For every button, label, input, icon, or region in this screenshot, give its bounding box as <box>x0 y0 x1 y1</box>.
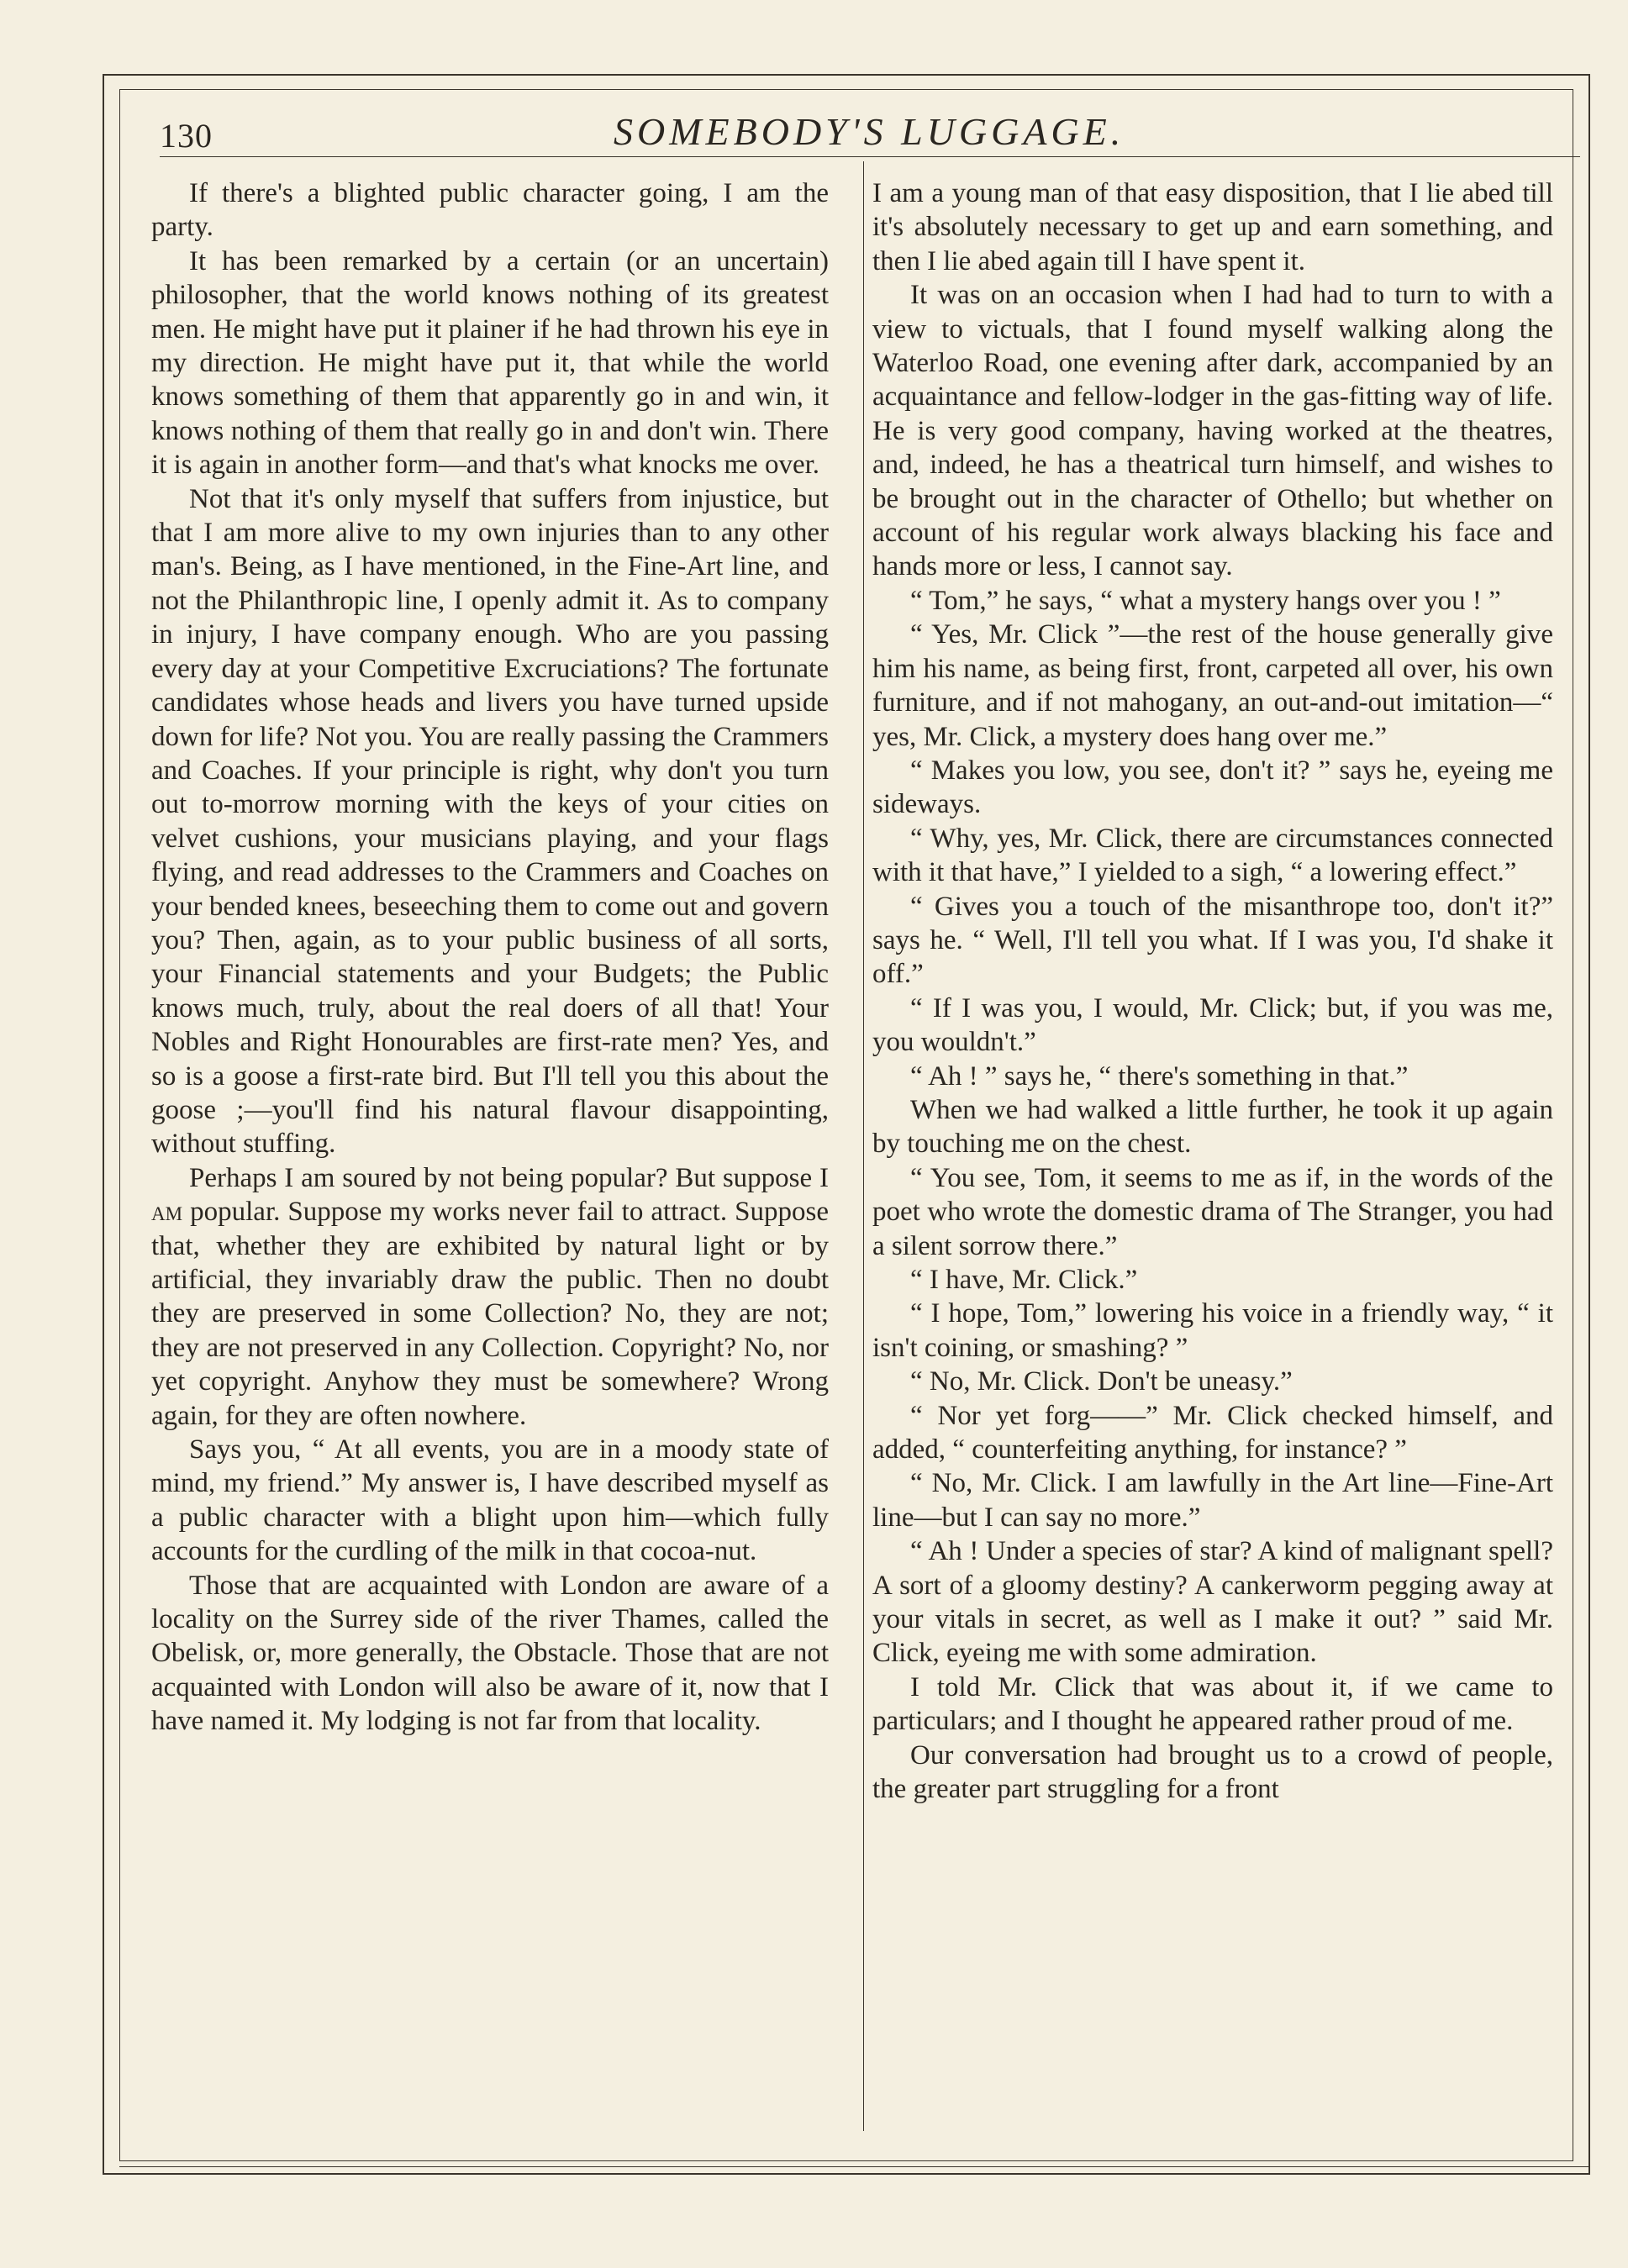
paragraph: “ I hope, Tom,” lowering his voice in a friendly way, “ it isn't coining, or smashing? ” <box>872 1298 1553 1363</box>
paragraph: “ Why, yes, Mr. Click, there are circumstances connected with it that have,” I yielded to a sigh, “ a lowering effect.” <box>872 823 1553 888</box>
paragraph: When we had walked a little further, he took it up again by touching me on the chest. <box>872 1094 1553 1160</box>
paragraph: “ Makes you low, you see, don't it? ” says he, eyeing me sideways. <box>872 755 1553 820</box>
paragraph: “ Nor yet forg——” Mr. Click checked himself, and added, “ counterfeiting anything, for instance? ” <box>872 1400 1553 1466</box>
paragraph: “ If I was you, I would, Mr. Click; but, if you was me, you wouldn't.” <box>872 992 1553 1058</box>
paragraph: “ You see, Tom, it seems to me as if, in the words of the poet who wrote the domestic drama of The Stranger, you had a silent sorrow there.” <box>872 1162 1553 1261</box>
column-divider <box>863 161 864 2131</box>
paragraph: Not that it's only myself that suffers from injustice, but that I am more alive to my own injuries than to any other man's. Being, as I have mentioned, in the Fine-Art line, and not the Philanthropic line, I openly admit it. As to company in injury, I have company enough. Who are you passing every day at your Competitive Excruciations? The fortunate candidates whose heads and livers you have turned upside down for life? Not you. You are really passing the Crammers and Coaches. If your principle is right, why don't you turn out to-morrow morning with the keys of your cities on velvet cushions, your musicians playing, and your flags flying, and read addresses to the Crammers and Coaches on your bended knees, beseeching them to come out and govern you? Then, again, as to your public business of all sorts, your Financial statements and your Budgets; the Public knows much, truly, about the real doers of all that! Your Nobles and Right Honourables are first-rate men? Yes, and so is a goose a first-rate bird. But I'll tell you this about the goose ;—you'll find his natural flavour disappointing, without stuffing. <box>151 483 829 1160</box>
paragraph: “ Tom,” he says, “ what a mystery hangs over you ! ” <box>910 585 1501 616</box>
page-number: 130 <box>160 117 213 155</box>
paragraph: “ Ah ! ” says he, “ there's something in that.” <box>910 1060 1409 1092</box>
paragraph: It has been remarked by a certain (or an uncertain) philosopher, that the world knows nothing of its greatest men. He might have put it plainer if he had thrown his eye in my direction. He might have put it, that while the world knows something of them that apparently go in and win, it knows nothing of them that really go in and don't win. There it is again in another form—and that's what knocks me over. <box>151 245 829 481</box>
text-run: popular. Suppose my works never fail to attract. Suppose that, whether they are exhibited by natural light or by artificial, they invariably draw the public. Then no doubt they are preserved in some Collection? No, they are not; they are not preserved in any Collection. Copyright? No, nor yet copyright. Anyhow they must be somewhere? Wrong again, for they are often nowhere. <box>151 1197 829 1431</box>
header-rule <box>160 156 1580 157</box>
paragraph: “ I have, Mr. Click.” <box>910 1265 1138 1295</box>
paragraph: “ Gives you a touch of the misanthrope too, don't it?” says he. “ Well, I'll tell you what. If I was you, I'd shake it off.” <box>872 891 1553 990</box>
right-column <box>872 176 1553 2143</box>
paragraph: “ No, Mr. Click. Don't be uneasy.” <box>910 1366 1293 1397</box>
bottom-rule <box>119 2166 1590 2167</box>
running-head <box>160 108 1580 158</box>
paragraph: Says you, “ At all events, you are in a moody state of mind, my friend.” My answer is, I have described myself as a public character with a blight upon him—which fully accounts for the curdling of the milk in that cocoa-nut. <box>151 1434 829 1567</box>
paragraph: Those that are acquainted with London are aware of a locality on the Surrey side of the river Thames, called the Obelisk, or, more generally, the Obstacle. Those that are not acquainted with London will also be aware of it, now that I have named it. My lodging is not far from that locality. <box>151 1570 829 1737</box>
paragraph: It was on an occasion when I had had to turn to with a view to victuals, that I found myself walking along the Waterloo Road, one evening after dark, accompanied by an acquaintance and fellow-lodger in the gas-fitting way of life. He is very good company, having worked at the theatres, and, indeed, he has a theatrical turn himself, and wishes to be brought out in the character of Othello; but whether on account of his regular work always blacking his face and hands more or less, I cannot say. <box>872 280 1553 582</box>
paragraph: Our conversation had brought us to a crowd of people, the greater part struggling for a front <box>872 1739 1553 1805</box>
paragraph: I am a young man of that easy disposition, that I lie abed till it's absolutely necessary to get up and earn something, and then I lie abed again till I have spent it. <box>872 178 1553 276</box>
paragraph: I told Mr. Click that was about it, if we came to particulars; and I thought he appeared rather proud of me. <box>872 1671 1553 1737</box>
paragraph: “ Ah ! Under a species of star? A kind of malignant spell? A sort of a gloomy destiny? A cankerworm pegging away at your vitals in secret, as well as I make it out? ” said Mr. Click, eyeing me with some admiration. <box>872 1536 1553 1669</box>
paragraph: “ Yes, Mr. Click ”—the rest of the house generally give him his name, as being first, front, carpeted all over, his own furniture, and if not mahogany, an out-and-out imitation—“ yes, Mr. Click, a mystery does hang over me.” <box>872 619 1553 752</box>
left-column <box>151 176 829 2143</box>
paragraph <box>151 1161 829 1433</box>
text-run: Perhaps I am soured by not being popular? But suppose I <box>189 1162 829 1193</box>
small-caps-word: am <box>151 1197 183 1228</box>
paragraph: “ No, Mr. Click. I am lawfully in the Art line—Fine-Art line—but I can say no more.” <box>872 1468 1553 1533</box>
paragraph: If there's a blighted public character going, I am the party. <box>151 178 829 243</box>
running-title: SOMEBODY'S LUGGAGE. <box>614 110 1125 153</box>
